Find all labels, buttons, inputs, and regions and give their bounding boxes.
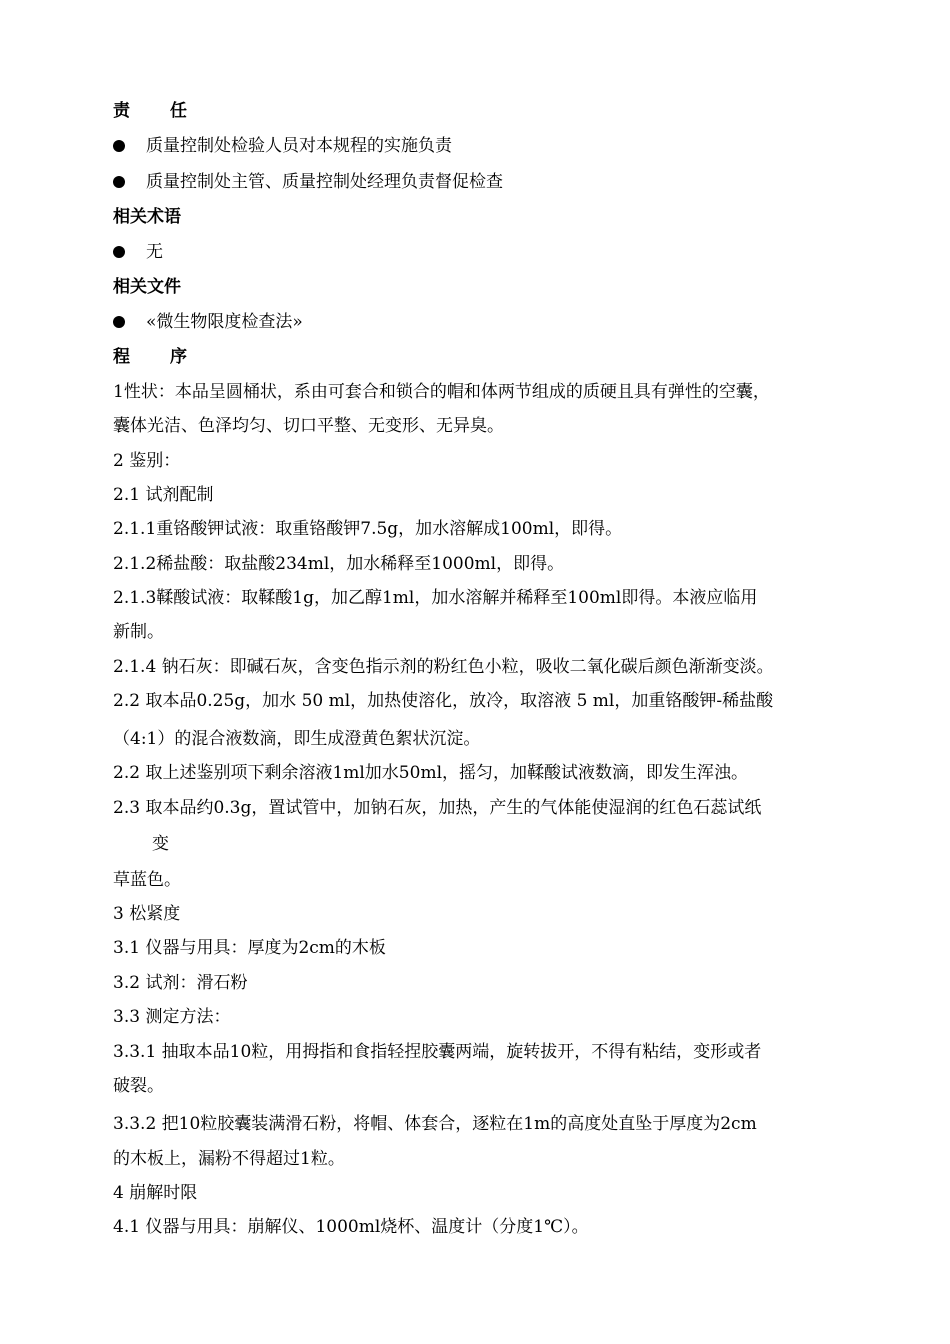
procedure-line: 3.3.1 抽取本品10粒，用拇指和食指轻捏胶囊两端，旋转拔开，不得有粘结，变形或者: [113, 1042, 762, 1062]
procedure-line: 3.2 试剂：滑石粉: [113, 973, 248, 993]
procedure-line: 变: [152, 834, 169, 854]
procedure-line: 2.1.2稀盐酸：取盐酸234ml，加水稀释至1000ml，即得。: [113, 554, 565, 574]
terms-item: 无: [146, 242, 163, 262]
procedure-line: 4 崩解时限: [113, 1183, 198, 1203]
procedure-line: 2.3 取本品约0.3g，置试管中，加钠石灰，加热，产生的气体能使湿润的红色石蕊试纸: [113, 798, 762, 818]
procedure-line: 1性状：本品呈圆桶状，系由可套合和锁合的帽和体两节组成的质硬且具有弹性的空囊，: [113, 382, 770, 402]
procedure-line: 2.1.3鞣酸试液：取鞣酸1g，加乙醇1ml，加水溶解并稀释至100ml即得。本液应临用: [113, 588, 758, 608]
procedure-line: 草蓝色。: [113, 870, 181, 890]
procedure-line: 3.3 测定方法：: [113, 1007, 231, 1027]
heading-documents: 相关文件: [113, 277, 181, 297]
procedure-line: 2.2 取本品0.25g，加水 50 ml，加热使溶化，放冷，取溶液 5 ml，加重铬酸钾-稀盐酸: [113, 691, 774, 711]
procedure-line: 2 鉴别：: [113, 451, 181, 471]
procedure-line: 3.3.2 把10粒胶囊装满滑石粉，将帽、体套合，逐粒在1m的高度处直坠于厚度为2cm: [113, 1114, 757, 1134]
procedure-line: 囊体光洁、色泽均匀、切口平整、无变形、无异臭。: [113, 416, 504, 436]
procedure-line: 2.1 试剂配制: [113, 485, 214, 505]
procedure-line: 新制。: [113, 622, 164, 642]
procedure-line: 2.1.4 钠石灰：即碱石灰，含变色指示剂的粉红色小粒，吸收二氧化碳后颜色渐渐变淡。: [113, 657, 774, 677]
bullet-icon: [113, 140, 125, 152]
bullet-icon: [113, 246, 125, 258]
procedure-line: 的木板上，漏粉不得超过1粒。: [113, 1149, 345, 1169]
procedure-line: 2.1.1重铬酸钾试液：取重铬酸钾7.5g，加水溶解成100ml，即得。: [113, 519, 623, 539]
documents-item: «微生物限度检查法»: [146, 312, 303, 332]
procedure-line: 2.2 取上述鉴别项下剩余溶液1ml加水50ml，摇匀，加鞣酸试液数滴，即发生浑浊。: [113, 763, 749, 783]
procedure-line: 4.1 仪器与用具：崩解仪、1000ml烧杯、温度计（分度1℃）。: [113, 1217, 589, 1237]
procedure-line: 3 松紧度: [113, 904, 181, 924]
bullet-icon: [113, 316, 125, 328]
procedure-line: （4:1）的混合液数滴，即生成澄黄色絮状沉淀。: [113, 729, 481, 749]
procedure-line: 破裂。: [113, 1076, 164, 1096]
responsibility-item: 质量控制处主管、质量控制处经理负责督促检查: [146, 172, 503, 192]
heading-terms: 相关术语: [113, 207, 181, 227]
heading-procedure: 程序: [113, 347, 227, 367]
bullet-icon: [113, 176, 125, 188]
responsibility-item: 质量控制处检验人员对本规程的实施负责: [146, 136, 452, 156]
heading-responsibility: 责任: [113, 101, 227, 121]
procedure-line: 3.1 仪器与用具：厚度为2cm的木板: [113, 938, 386, 958]
